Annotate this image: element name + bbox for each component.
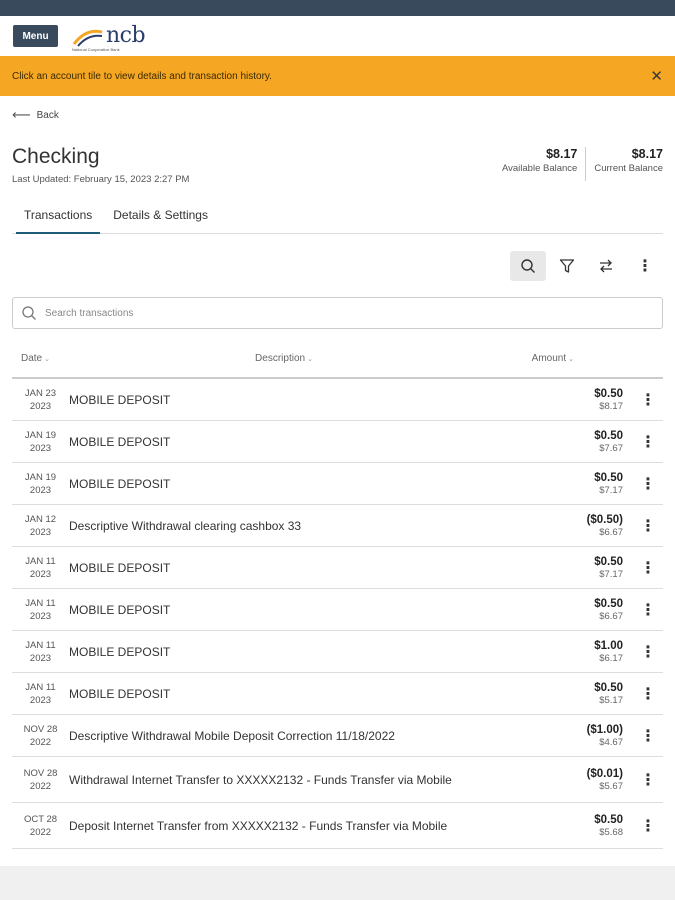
- menu-button[interactable]: Menu: [13, 25, 58, 47]
- more-vertical-icon[interactable]: ⋮: [640, 685, 656, 703]
- transaction-date: JAN 12 2023: [24, 513, 57, 538]
- transaction-amount: [533, 724, 623, 748]
- transaction-description: MOBILE DEPOSIT: [69, 686, 171, 701]
- table-row[interactable]: [12, 589, 663, 631]
- sort-button[interactable]: [588, 251, 624, 281]
- logo-swoosh-icon: [72, 24, 104, 48]
- footer-bar: [0, 866, 675, 900]
- last-updated: Last Updated: February 15, 2023 2:27 PM: [12, 174, 190, 185]
- more-vertical-icon[interactable]: ⋮: [640, 517, 656, 535]
- arrow-left-icon: ⟵: [12, 107, 31, 122]
- running-balance: $5.17: [599, 694, 623, 706]
- amount-value: $0.50: [594, 471, 623, 484]
- transaction-amount: [533, 682, 623, 706]
- search-field[interactable]: [12, 297, 663, 329]
- search-button[interactable]: [510, 251, 546, 281]
- more-vertical-icon[interactable]: ⋮: [640, 559, 656, 577]
- search-icon: [520, 258, 536, 274]
- transaction-amount: [533, 640, 623, 664]
- divider: [585, 147, 586, 181]
- transaction-description: MOBILE DEPOSIT: [69, 434, 171, 449]
- search-icon: [21, 305, 37, 321]
- transaction-list: [12, 379, 663, 849]
- more-vertical-icon[interactable]: ⋮: [640, 433, 656, 451]
- transaction-amount: [533, 514, 623, 538]
- current-balance-label: Current Balance: [594, 163, 663, 174]
- description-column-header[interactable]: Description ⌄: [255, 353, 313, 364]
- amount-value: $0.50: [594, 597, 623, 610]
- table-row[interactable]: [12, 379, 663, 421]
- transaction-description: Descriptive Withdrawal clearing cashbox 33: [69, 518, 302, 533]
- amount-value: $0.50: [594, 681, 623, 694]
- table-row[interactable]: [12, 631, 663, 673]
- more-vertical-icon[interactable]: ⋮: [640, 817, 656, 835]
- transaction-amount: [533, 768, 623, 792]
- more-vertical-icon[interactable]: ⋮: [640, 601, 656, 619]
- more-vertical-icon[interactable]: ⋮: [640, 727, 656, 745]
- transaction-description: MOBILE DEPOSIT: [69, 602, 171, 617]
- running-balance: $8.17: [599, 400, 623, 412]
- transaction-description: Deposit Internet Transfer from XXXXX2132 - Funds Transfer via Mobile: [69, 818, 448, 833]
- transaction-date: JAN 11 2023: [25, 555, 56, 580]
- tab-details-settings[interactable]: Details & Settings: [113, 208, 208, 222]
- more-vertical-icon[interactable]: ⋮: [640, 643, 656, 661]
- table-row[interactable]: [12, 463, 663, 505]
- more-vertical-icon: ⋮: [637, 258, 653, 275]
- table-row[interactable]: [12, 715, 663, 757]
- running-balance: $7.17: [599, 568, 623, 580]
- table-header: [12, 353, 663, 379]
- amount-value: $0.50: [594, 813, 623, 826]
- transaction-amount: [533, 472, 623, 496]
- sort-arrows-icon: [598, 258, 614, 274]
- transaction-date: OCT 28 2022: [23, 813, 58, 838]
- transaction-description: MOBILE DEPOSIT: [69, 644, 171, 659]
- amount-value: $1.00: [594, 639, 623, 652]
- running-balance: $7.67: [599, 442, 623, 454]
- close-icon[interactable]: ✕: [650, 68, 663, 85]
- transaction-date: JAN 19 2023: [24, 429, 57, 454]
- sort-caret-icon: ⌄: [568, 356, 574, 363]
- running-balance: $4.67: [599, 736, 623, 748]
- amount-value: $0.50: [594, 555, 623, 568]
- top-bar: [0, 0, 675, 16]
- back-label: Back: [36, 109, 59, 121]
- current-balance: [594, 147, 663, 174]
- transaction-amount: [533, 388, 623, 412]
- transaction-amount: [533, 814, 623, 838]
- page-title: Checking: [12, 145, 100, 168]
- transaction-amount: [533, 430, 623, 454]
- current-balance-value: $8.17: [631, 147, 663, 161]
- back-link[interactable]: [12, 108, 663, 122]
- transaction-description: MOBILE DEPOSIT: [69, 560, 171, 575]
- amount-value: $0.50: [594, 429, 623, 442]
- amount-column-header[interactable]: Amount ⌄: [531, 353, 574, 364]
- transaction-description: MOBILE DEPOSIT: [69, 476, 171, 491]
- transaction-date: JAN 11 2023: [25, 639, 56, 664]
- banner-message: Click an account tile to view details and transaction history.: [12, 70, 272, 82]
- amount-value: $0.50: [594, 387, 623, 400]
- amount-value: ($0.01): [586, 767, 623, 780]
- filter-icon: [559, 258, 575, 274]
- tab-bar: [12, 207, 663, 234]
- available-balance-value: $8.17: [546, 147, 578, 161]
- table-row[interactable]: [12, 547, 663, 589]
- logo-subtitle: National Cooperative Bank: [72, 47, 120, 52]
- transaction-date: JAN 23 2023: [24, 387, 57, 412]
- transaction-description: Descriptive Withdrawal Mobile Deposit Correction 11/18/2022: [69, 728, 395, 743]
- available-balance-label: Available Balance: [501, 163, 578, 174]
- date-column-header[interactable]: Date ⌄: [21, 353, 50, 364]
- transaction-amount: [533, 556, 623, 580]
- running-balance: $6.67: [599, 526, 623, 538]
- search-input[interactable]: [45, 308, 625, 319]
- table-row[interactable]: [12, 505, 663, 547]
- sort-caret-icon: ⌄: [307, 356, 313, 363]
- tab-transactions[interactable]: Transactions: [16, 207, 100, 234]
- amount-value: ($0.50): [586, 513, 623, 526]
- transaction-date: JAN 11 2023: [25, 681, 56, 706]
- filter-button[interactable]: [549, 251, 585, 281]
- transaction-description: MOBILE DEPOSIT: [69, 392, 171, 407]
- available-balance: [502, 147, 577, 174]
- transaction-date: NOV 28 2022: [23, 767, 58, 792]
- transaction-date: JAN 19 2023: [24, 471, 57, 496]
- table-row[interactable]: [12, 673, 663, 715]
- transaction-amount: [533, 598, 623, 622]
- running-balance: $7.17: [599, 484, 623, 496]
- more-vertical-icon[interactable]: ⋮: [640, 771, 656, 789]
- more-vertical-icon[interactable]: ⋮: [640, 475, 656, 493]
- amount-value: ($1.00): [586, 723, 623, 736]
- transaction-toolbar: [12, 251, 663, 281]
- running-balance: $6.67: [599, 610, 623, 622]
- table-row[interactable]: [12, 803, 663, 849]
- ncb-logo[interactable]: [72, 20, 145, 52]
- table-row[interactable]: [12, 421, 663, 463]
- sort-caret-icon: ⌄: [44, 356, 50, 363]
- transaction-description: Withdrawal Internet Transfer to XXXXX2132 - Funds Transfer via Mobile: [69, 772, 452, 787]
- logo-text: ncb: [106, 23, 146, 48]
- account-summary: [12, 144, 663, 185]
- info-banner: [0, 56, 675, 96]
- table-row[interactable]: [12, 757, 663, 803]
- more-vertical-icon[interactable]: ⋮: [640, 391, 656, 409]
- running-balance: $5.68: [599, 826, 623, 838]
- transaction-date: NOV 28 2022: [23, 723, 58, 748]
- running-balance: $5.67: [599, 780, 623, 792]
- running-balance: $6.17: [599, 652, 623, 664]
- transaction-date: JAN 11 2023: [25, 597, 56, 622]
- more-options-button[interactable]: [627, 251, 663, 281]
- app-header: [0, 16, 675, 56]
